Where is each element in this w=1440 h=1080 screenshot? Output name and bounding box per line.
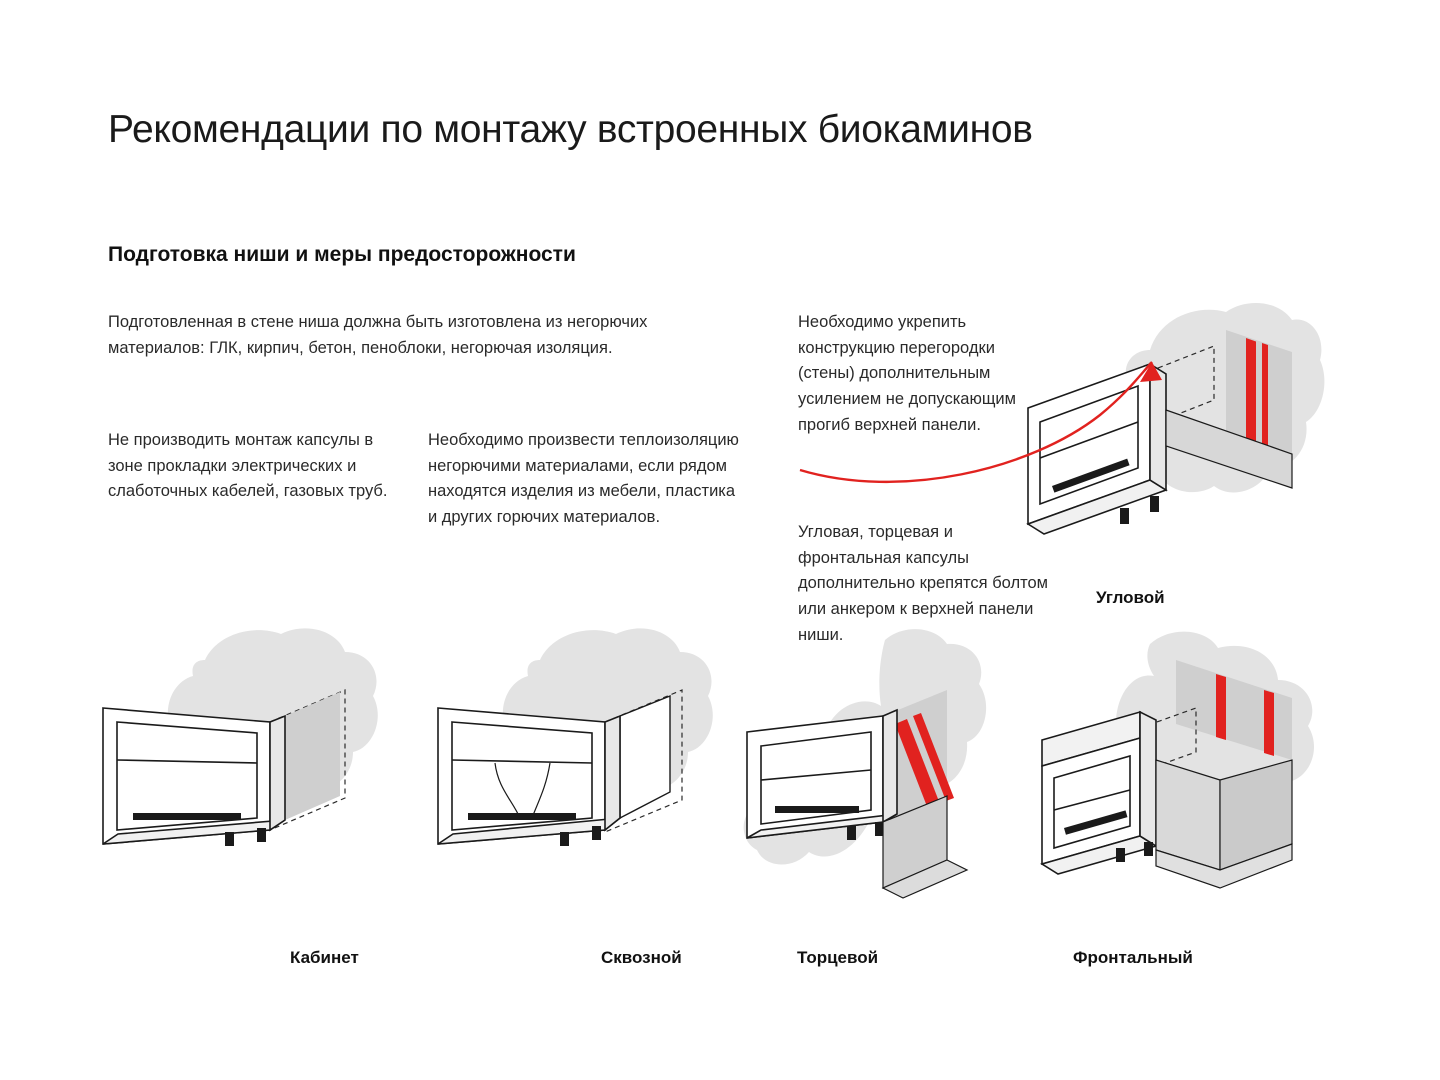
figure-caption-kabinet: Кабинет (290, 948, 359, 967)
figure-kabinet (85, 620, 415, 920)
figure-skvoznoy (420, 620, 750, 920)
page-title: Рекомендации по монтажу встроенных биокаминов (108, 108, 1033, 151)
paragraph-left: Не производить монтаж капсулы в зоне прокладки электрических и слаботочных кабелей, газовых труб. (108, 431, 388, 501)
figure-caption-frontalny: Фронтальный (1073, 948, 1193, 967)
section-heading: Подготовка ниши и меры предосторожности (108, 243, 576, 266)
figure-caption-torcevoy: Торцевой (797, 948, 879, 967)
figure-uglovoy (1000, 290, 1330, 590)
paragraph-intro: Подготовленная в стене ниша должна быть изготовлена из негорючих материалов: ГЛК, кирпич, бетон, пеноблоки, негорючая изоляция. (108, 313, 648, 357)
paragraph-right-top: Необходимо укрепить конструкцию перегородки (стены) дополнительным усилением не допускающим прогиб верхней панели. (798, 313, 1016, 434)
figure-torcevoy (735, 620, 1035, 930)
paragraph-right-bottom: Угловая, торцевая и фронтальная капсулы дополнительно крепятся болтом или анкером к верхней панели ниши. (798, 523, 1048, 644)
paragraph-middle: Необходимо произвести теплоизоляцию негорючими материалами, если рядом находятся изделия из мебели, пластика и других горючих материалов. (428, 431, 739, 527)
figure-caption-uglovoy: Угловой (1096, 588, 1165, 607)
figure-caption-skvoznoy: Сквозной (601, 948, 682, 967)
figure-frontalny (1020, 620, 1350, 930)
